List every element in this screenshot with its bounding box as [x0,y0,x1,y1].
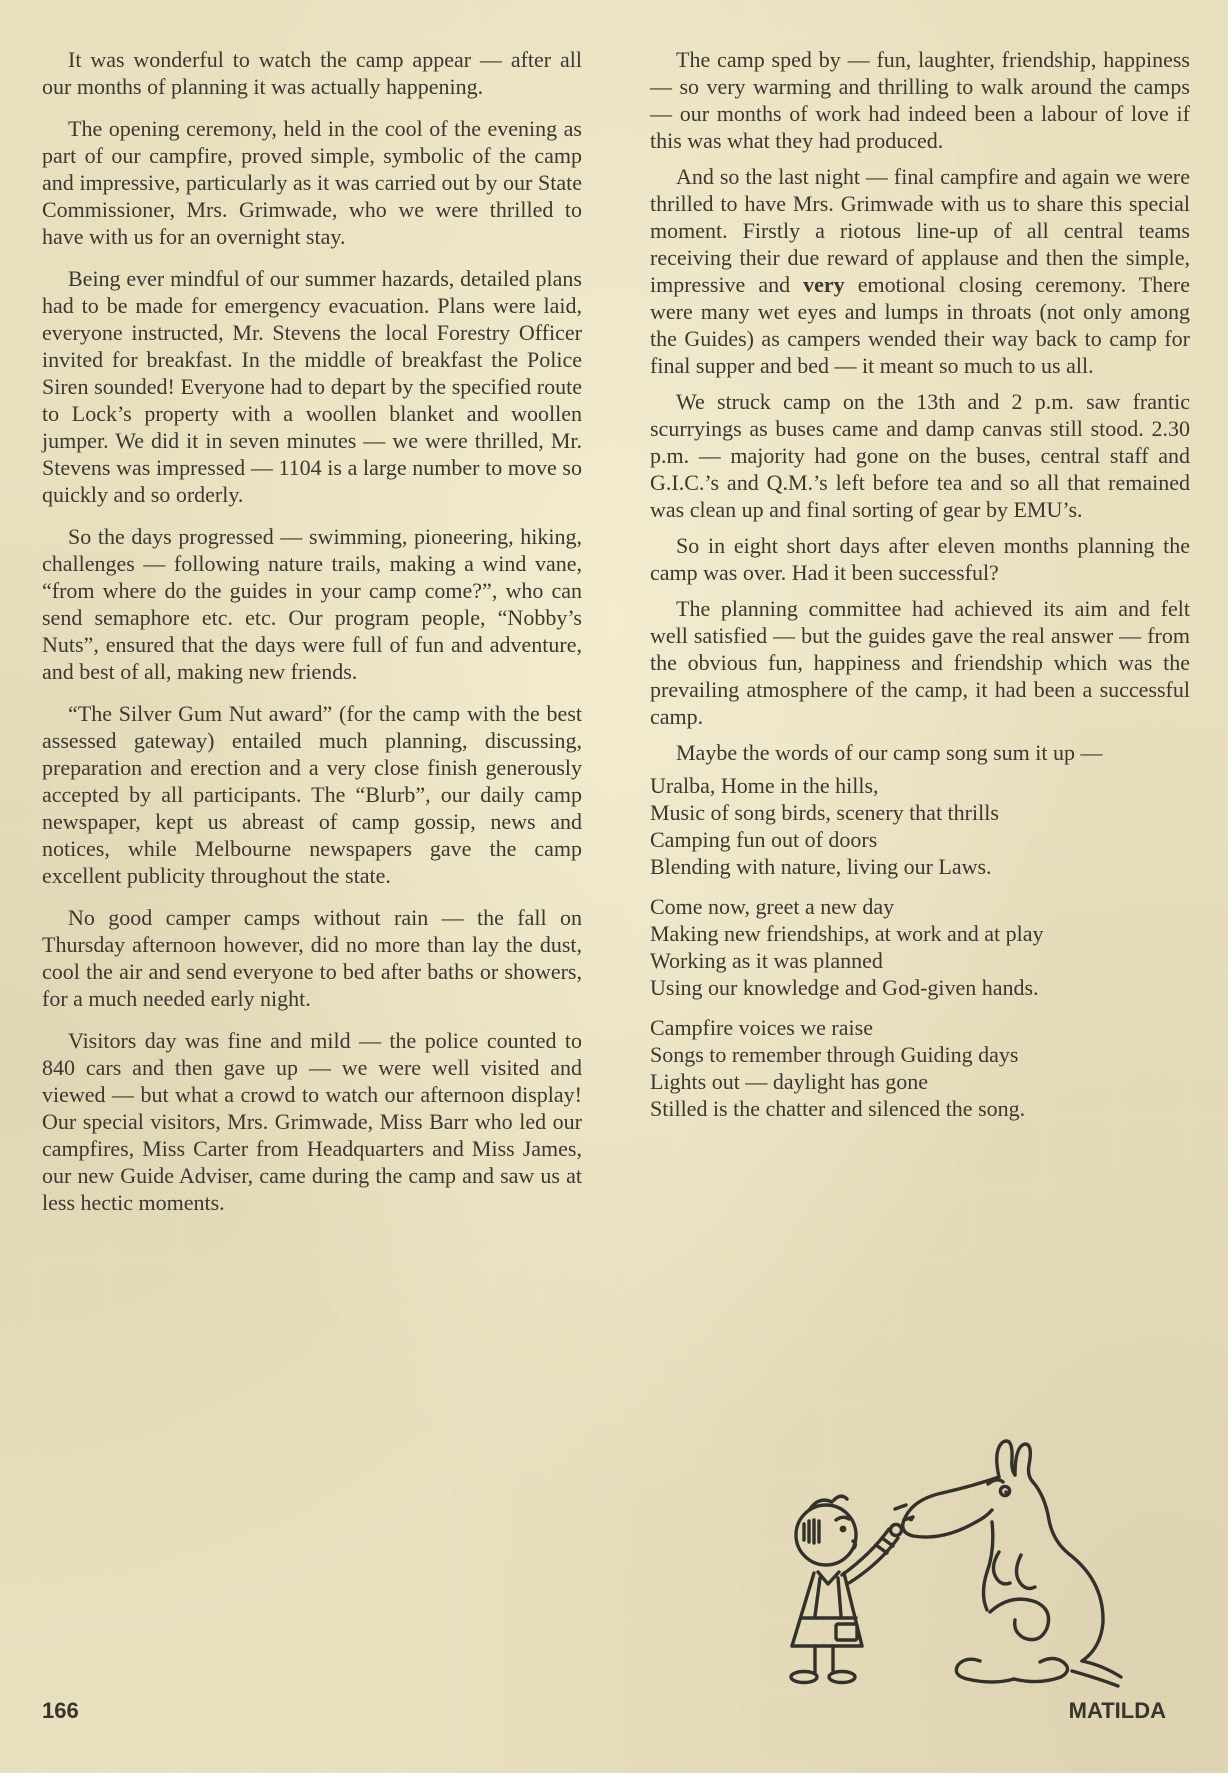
song-line: Blending with nature, living our Laws. [650,854,992,879]
body-paragraph: Visitors day was fine and mild — the police counted to 840 cars and then gave up — we were well visited and viewed — but what a crowd to watch our afternoon display! Our special visitors, Mrs. Grimwade, Miss Barr who led our campfires, Miss Carter from Headquarters and Miss James, our new Guide Adviser, came during the camp and saw us at less hectic moments. [42,1028,582,1215]
song-line: Stilled is the chatter and silenced the song. [650,1096,1026,1121]
body-paragraph: The opening ceremony, held in the cool of the evening as part of our campfire, proved simple, symbolic of the camp and impressive, particularly as it was carried out by our State Commissioner, Mrs. Grimwade, who we were thrilled to have with us for an overnight stay. [42,116,582,249]
kangaroo-figure [903,1441,1121,1686]
two-column-text [42,46,1190,1231]
page-footer [42,1698,1166,1724]
song-line: Making new friendships, at work and at play [650,921,1044,946]
body-paragraph: We struck camp on the 13th and 2 p.m. saw frantic scurryings as buses came and damp canvas still stood. 2.30 p.m. — majority had gone on the buses, central staff and G.I.C.’s and Q.M.’s left before tea and so all that remained was clean up and final sorting of gear by EMU’s. [650,389,1190,522]
page-number: 166 [42,1698,79,1723]
camp-song-stanza [650,893,1190,1001]
camp-song-intro: Maybe the words of our camp song sum it up — [676,740,1103,765]
song-line: Songs to remember through Guiding days [650,1042,1019,1067]
song-line: Uralba, Home in the hills, [650,773,879,798]
body-paragraph: The camp sped by — fun, laughter, friendship, happiness — so very warming and thrilling to walk around the camps — our months of work had indeed been a labour of love if this was what they had produced. [650,47,1190,153]
body-paragraph [650,163,1190,379]
song-line: Camping fun out of doors [650,827,878,852]
emphasized-word: very [803,272,845,297]
paragraph-run: emotional closing ceremony. There were many wet eyes and lumps in throats (not only among the Guides) as campers wended their way back to camp for final supper and bed — it meant so much to us all. [650,272,1190,378]
body-paragraph: “The Silver Gum Nut award” (for the camp with the best assessed gateway) entailed much planning, discussing, preparation and erection and a very close finish generously accepted by all participants. The “Blurb”, our daily camp newspaper, kept us abreast of camp gossip, news and notices, while Melbourne newspapers gave the camp excellent publicity throughout the state. [42,701,582,888]
paragraph-run: And so the last night — final campfire and again we were thrilled to have Mrs. Grimwade with us to share this special moment. Firstly a riotous line-up of all central teams receiving their due reward of applause and then the simple, impressive and [650,164,1190,297]
song-line: Campfire voices we raise [650,1015,873,1040]
body-paragraph: The planning committee had achieved its aim and felt well satisfied — but the guides gave the real answer — from the obvious fun, happiness and friendship which was the prevailing atmosphere of the camp, it had been a successful camp. [650,596,1190,729]
song-line: Working as it was planned [650,948,883,973]
song-line: Come now, greet a new day [650,894,895,919]
body-paragraph: So in eight short days after eleven months planning the camp was over. Had it been successful? [650,533,1190,585]
body-paragraph: No good camper camps without rain — the fall on Thursday afternoon however, did no more than lay the dust, cool the air and send everyone to bed after baths or showers, for a much needed early night. [42,905,582,1011]
guide-kangaroo-cartoon [752,1432,1124,1694]
camp-song-stanza [650,1014,1190,1122]
body-paragraph: So the days progressed — swimming, pioneering, hiking, challenges — following nature trails, making a wind vane, “from where do the guides in your camp come?”, who can send semaphore etc. etc. Our program people, “Nobby’s Nuts”, ensured that the days were full of fun and adventure, and best of all, making new friends. [42,524,582,684]
song-line: Lights out — daylight has gone [650,1069,929,1094]
right-column [650,46,1190,1231]
camp-song-stanza [650,772,1190,880]
guide-figure [791,1496,913,1682]
body-paragraph: It was wonderful to watch the camp appear — after all our months of planning it was actually happening. [42,47,582,99]
left-column [42,46,582,1231]
body-paragraph: Being ever mindful of our summer hazards, detailed plans had to be made for emergency evacuation. Plans were laid, everyone instructed, Mr. Stevens the local Forestry Officer invited for breakfast. In the middle of breakfast the Police Siren sounded! Everyone had to depart by the specified route to Lock’s property with a woollen blanket and woollen jumper. We did it in seven minutes — we were thrilled, Mr. Stevens was impressed — 1104 is a large number to move so quickly and so orderly. [42,266,582,507]
magazine-title: MATILDA [1068,1698,1166,1723]
song-line: Using our knowledge and God-given hands. [650,975,1039,1000]
song-line: Music of song birds, scenery that thrills [650,800,999,825]
